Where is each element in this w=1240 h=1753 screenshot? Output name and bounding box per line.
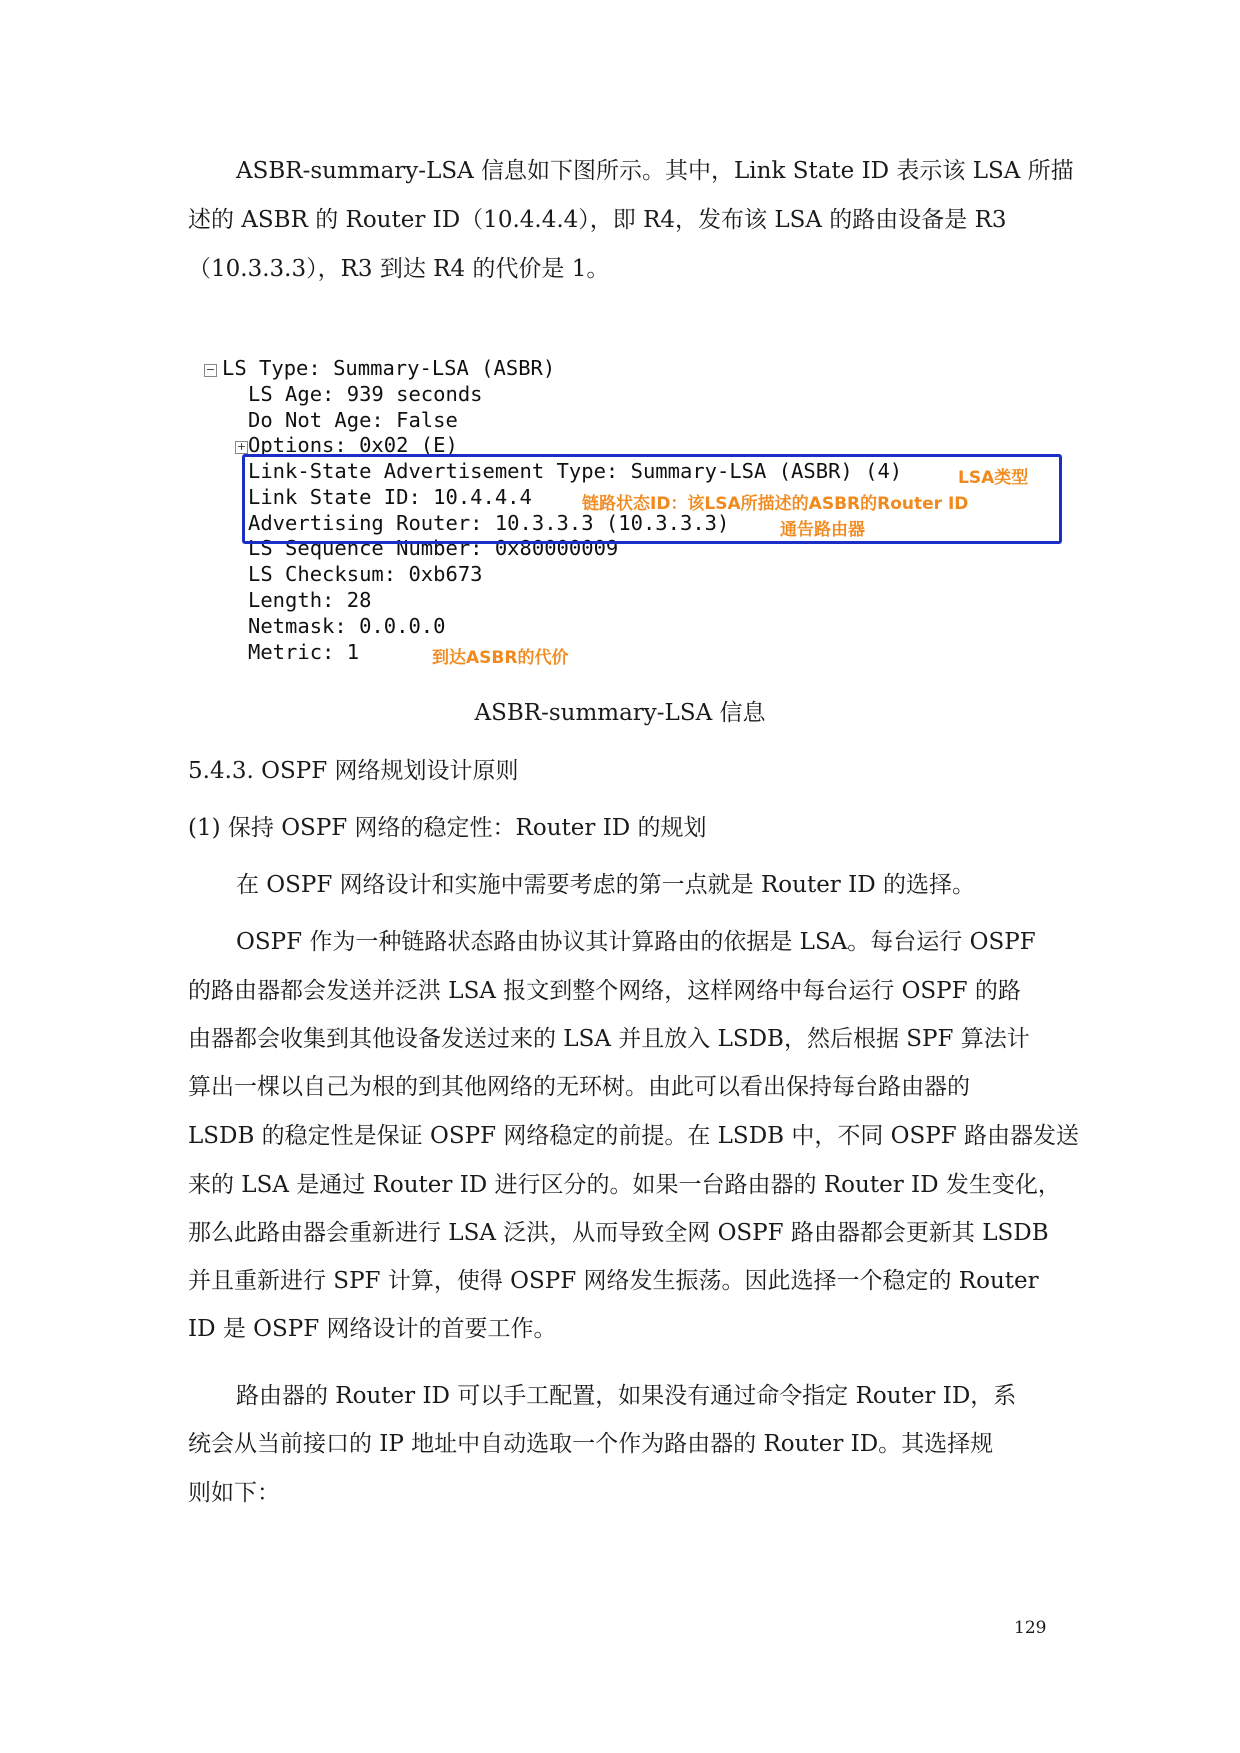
collapse-icon: − <box>205 363 216 376</box>
lsa-row-metric: Metric: 1 <box>248 640 360 664</box>
intro-line-3: （10.3.3.3），R3 到达 R4 的代价是 1。 <box>188 256 610 282</box>
para2-line: 那么此路由器会重新进行 LSA 泛洪，从而导致全网 OSPF 路由器都会更新其 LSDB <box>188 1220 1049 1246</box>
lsa-row-length: Length: 28 <box>248 588 372 612</box>
annotation-advertising-router: 通告路由器 <box>780 520 865 540</box>
lsa-row-options: Options: 0x02 (E) <box>248 433 458 457</box>
para2-line: LSDB 的稳定性是保证 OSPF 网络稳定的前提。在 LSDB 中，不同 OSPF 路由器发送 <box>188 1123 1080 1149</box>
figure-caption: ASBR-summary-LSA 信息 <box>474 700 766 726</box>
para2-line: 算出一棵以自己为根的到其他网络的无环树。由此可以看出保持每台路由器的 <box>188 1074 970 1100</box>
para3-line: 路由器的 Router ID 可以手工配置，如果没有通过命令指定 Router ID，系 <box>236 1383 1017 1409</box>
lsa-row-do-not-age: Do Not Age: False <box>248 408 458 432</box>
intro-line-2: 述的 ASBR 的 Router ID（10.4.4.4），即 R4，发布该 LSA 的路由设备是 R3 <box>188 207 1007 233</box>
annotation-lsa-type: LSA类型 <box>958 468 1029 488</box>
para2-line: 的路由器都会发送并泛洪 LSA 报文到整个网络，这样网络中每台运行 OSPF 的路 <box>188 978 1021 1004</box>
para3-line: 则如下： <box>188 1480 280 1506</box>
lsa-row-link-state-id: Link State ID: 10.4.4.4 <box>248 485 532 509</box>
lsa-row-seq-number: LS Sequence Number: 0x80000009 <box>248 536 619 560</box>
sub-heading: (1) 保持 OSPF 网络的稳定性：Router ID 的规划 <box>188 815 707 841</box>
lsa-row-ls-type: LS Type: Summary-LSA (ASBR) <box>222 356 556 380</box>
lsa-row-checksum: LS Checksum: 0xb673 <box>248 562 483 586</box>
intro-line-1: ASBR-summary-LSA 信息如下图所示。其中，Link State ID 表示该 LSA 所描 <box>236 158 1074 184</box>
para2-line: 并且重新进行 SPF 计算，使得 OSPF 网络发生振荡。因此选择一个稳定的 Router <box>188 1268 1039 1294</box>
para2-line: OSPF 作为一种链路状态路由协议其计算路由的依据是 LSA。每台运行 OSPF <box>236 929 1036 955</box>
para3-line: 统会从当前接口的 IP 地址中自动选取一个作为路由器的 Router ID。其选择规 <box>188 1431 994 1457</box>
annotation-link-state-id: 链路状态ID：该LSA所描述的ASBR的Router ID <box>582 494 969 514</box>
para2-line: ID 是 OSPF 网络设计的首要工作。 <box>188 1316 557 1342</box>
expand-icon: + <box>236 440 247 453</box>
lsa-row-netmask: Netmask: 0.0.0.0 <box>248 614 446 638</box>
page-number: 129 <box>1014 1618 1047 1638</box>
para2-line: 由器都会收集到其他设备发送过来的 LSA 并且放入 LSDB，然后根据 SPF 算法计 <box>188 1026 1030 1052</box>
para2-line: 来的 LSA 是通过 Router ID 进行区分的。如果一台路由器的 Router ID 发生变化， <box>188 1172 1061 1198</box>
lsa-row-ls-age: LS Age: 939 seconds <box>248 382 483 406</box>
section-heading: 5.4.3. OSPF 网络规划设计原则 <box>188 758 519 784</box>
annotation-metric: 到达ASBR的代价 <box>432 648 569 668</box>
lsa-row-advertising-router: Advertising Router: 10.3.3.3 (10.3.3.3) <box>248 511 730 535</box>
para1-line: 在 OSPF 网络设计和实施中需要考虑的第一点就是 Router ID 的选择。 <box>236 872 975 898</box>
lsa-packet-figure <box>204 350 1084 670</box>
lsa-row-adv-type: Link-State Advertisement Type: Summary-LSA (ASBR) (4) <box>248 459 903 483</box>
